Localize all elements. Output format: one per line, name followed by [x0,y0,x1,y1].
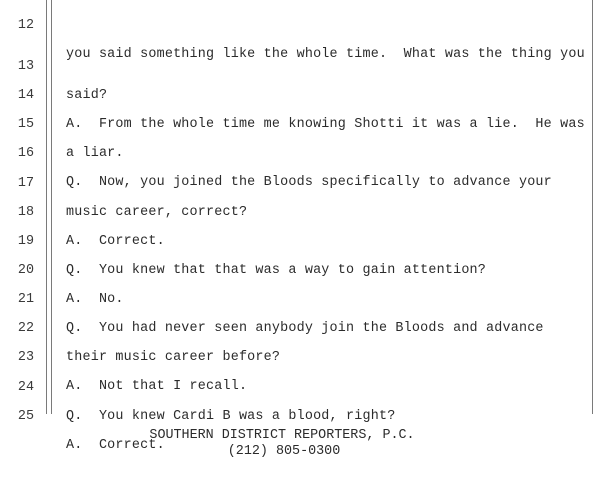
line-text: a liar. [66,146,124,161]
line-number: 24 [17,380,34,395]
line-text: music career, correct? [66,205,248,220]
line-number: 15 [17,117,34,132]
line-number: 22 [17,321,34,336]
line-number: 19 [17,234,34,249]
line-text: A. Not that I recall. [66,379,248,394]
reporter-phone: (212) 805-0300 [227,444,341,459]
line-number: 16 [17,146,34,161]
line-number: 13 [17,59,34,74]
line-number: 12 [17,18,34,33]
line-text: A. From the whole time me knowing Shotti it was a lie. He was [66,117,585,132]
line-number: 25 [17,409,34,424]
line-number: 17 [17,176,34,191]
line-text: Q. You had never seen anybody join the Bloods and advance [66,321,544,336]
line-number: 23 [17,350,34,365]
line-number: 20 [17,263,34,278]
transcript-line [0,0,600,62]
line-text: said? [66,88,108,103]
line-text: their music career before? [66,350,281,365]
line-text: Q. Now, you joined the Bloods specifically to advance your [66,175,552,190]
line-text: A. Correct. [66,234,165,249]
line-text: you said something like the whole time. What was the thing you [66,47,585,62]
reporter-company: SOUTHERN DISTRICT REPORTERS, P.C. [149,428,415,443]
line-text: A. Correct. [66,438,165,453]
line-text: A. No. [66,292,124,307]
line-number: 18 [17,205,34,220]
line-number: 21 [17,292,34,307]
line-number: 14 [17,88,34,103]
line-text: Q. You knew Cardi B was a blood, right? [66,409,396,424]
line-text: Q. You knew that that was a way to gain attention? [66,263,487,278]
